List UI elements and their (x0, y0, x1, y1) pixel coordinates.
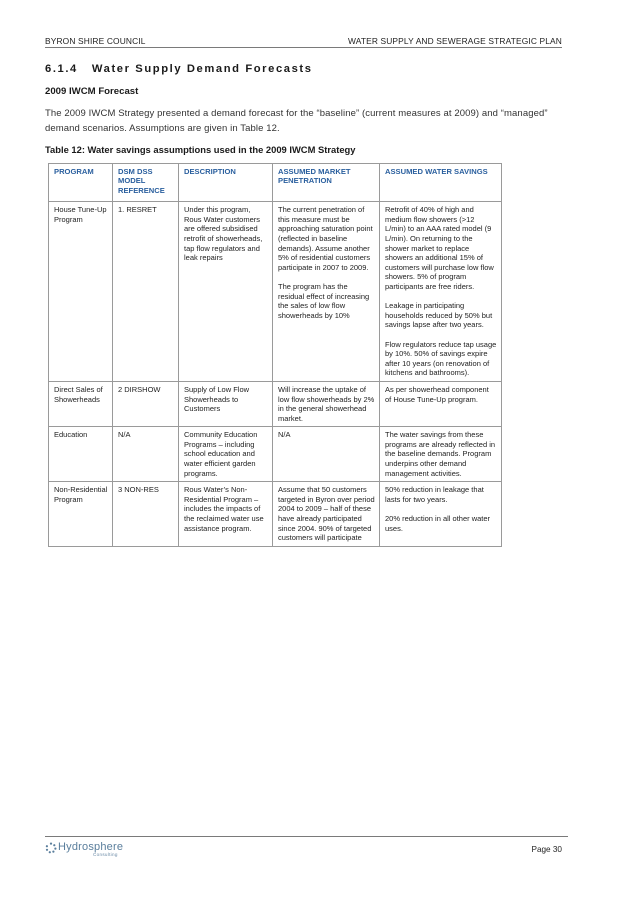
table-header-row (49, 164, 502, 202)
table-caption: Table 12: Water savings assumptions used in the 2009 IWCM Strategy (45, 144, 356, 155)
section-heading (45, 63, 313, 75)
cell-text: Leakage in participating households reduced by 50% but savings lapse after two years. (385, 301, 493, 330)
page-number: Page 30 (531, 845, 562, 854)
table-row (49, 482, 502, 547)
cell-reference: 3 NON-RES (113, 482, 179, 547)
cell-program: House Tune-Up Program (49, 202, 113, 382)
cell-text: 50% reduction in leakage that lasts for two years. (385, 485, 484, 504)
cell-savings (380, 202, 502, 382)
body-paragraph: The 2009 IWCM Strategy presented a demand forecast for the “baseline” (current measures at 2009) and “managed” demand scenarios. Assumptions are given in Table 12. (45, 108, 548, 134)
section-number: 6.1.4 (45, 63, 78, 75)
cell-text: N/A (278, 430, 291, 440)
footer-divider (45, 836, 568, 837)
cell-text: Flow regulators reduce tap usage by 10%. 50% of savings expire after 10 years (on renovation of kitchens and bathrooms). (385, 339, 497, 378)
hydrosphere-logo (45, 842, 145, 858)
table-row (49, 381, 502, 426)
cell-program: Direct Sales of Showerheads (49, 381, 113, 426)
header-divider (45, 47, 562, 48)
cell-savings (380, 482, 502, 547)
cell-text: Assume that 50 customers targeted in Byron over period 2004 to 2009 – half of these have already participated since 2004. 90% of targeted customers will participate (278, 485, 375, 543)
cell-text: 20% reduction in all other water uses. (385, 514, 491, 533)
cell-penetration (273, 482, 380, 547)
cell-text: The program has the residual effect of increasing the sales of low flow showerheads by 10% (278, 281, 370, 320)
section-title: Water Supply Demand Forecasts (91, 63, 313, 75)
cell-description: Under this program, Rous Water customers are offered subsidised retrofit of showerheads, tap flow regulators and leak repairs (179, 202, 273, 382)
cell-savings (380, 427, 502, 482)
cell-penetration (273, 381, 380, 426)
cell-text: The water savings from these programs are already reflected in the baseline demands. Program underpins other demand management activities. (385, 430, 496, 478)
cell-penetration (273, 202, 380, 382)
cell-text: As per showerhead component of House Tune-Up program. (385, 384, 489, 404)
column-header-program: PROGRAM (49, 164, 113, 202)
table-row (49, 427, 502, 482)
cell-text: Will increase the uptake of low flow showerheads by 2% in the general showerhead market. (278, 384, 375, 423)
cell-program: Non-Residential Program (49, 482, 113, 547)
column-header-water-savings: ASSUMED WATER SAVINGS (380, 164, 502, 202)
cell-reference: 1. RESRET (113, 202, 179, 382)
column-header-model-reference: DSM DSS MODEL REFERENCE (113, 164, 179, 202)
column-header-market-penetration: ASSUMED MARKET PENETRATION (273, 164, 380, 202)
cell-description: Community Education Programs – including school education and water efficient garden programs. (179, 427, 273, 482)
cell-program: Education (49, 427, 113, 482)
cell-savings (380, 381, 502, 426)
cell-text: The current penetration of this measure must be approaching saturation point (reflected in baseline demands). Assume another 5% of residential customers participate in 2007 to 2009. (278, 205, 373, 272)
cell-text: Retrofit of 40% of high and medium flow showers (>12 L/min) to an AAA rated model (9 L/min). On returning to the shower market to replace showers an additional 15% of customers will purchase low flow showers. 5% of program participants are free riders. (385, 205, 494, 291)
cell-penetration (273, 427, 380, 482)
subheading: 2009 IWCM Forecast (45, 86, 139, 97)
logo-tagline: Consulting (93, 852, 118, 857)
header-organisation: BYRON SHIRE COUNCIL (45, 36, 146, 46)
column-header-description: DESCRIPTION (179, 164, 273, 202)
cell-reference: N/A (113, 427, 179, 482)
hydrosphere-logo-icon (45, 842, 57, 854)
cell-description: Rous Water’s Non-Residential Program – includes the impacts of the reclaimed water use assistance program. (179, 482, 273, 547)
header-document-title: WATER SUPPLY AND SEWERAGE STRATEGIC PLAN (347, 36, 562, 46)
logo-wordmark: Hydrosphere (58, 841, 124, 853)
assumptions-table (48, 163, 502, 547)
table-row (49, 202, 502, 382)
cell-description: Supply of Low Flow Showerheads to Customers (179, 381, 273, 426)
cell-reference: 2 DIRSHOW (113, 381, 179, 426)
